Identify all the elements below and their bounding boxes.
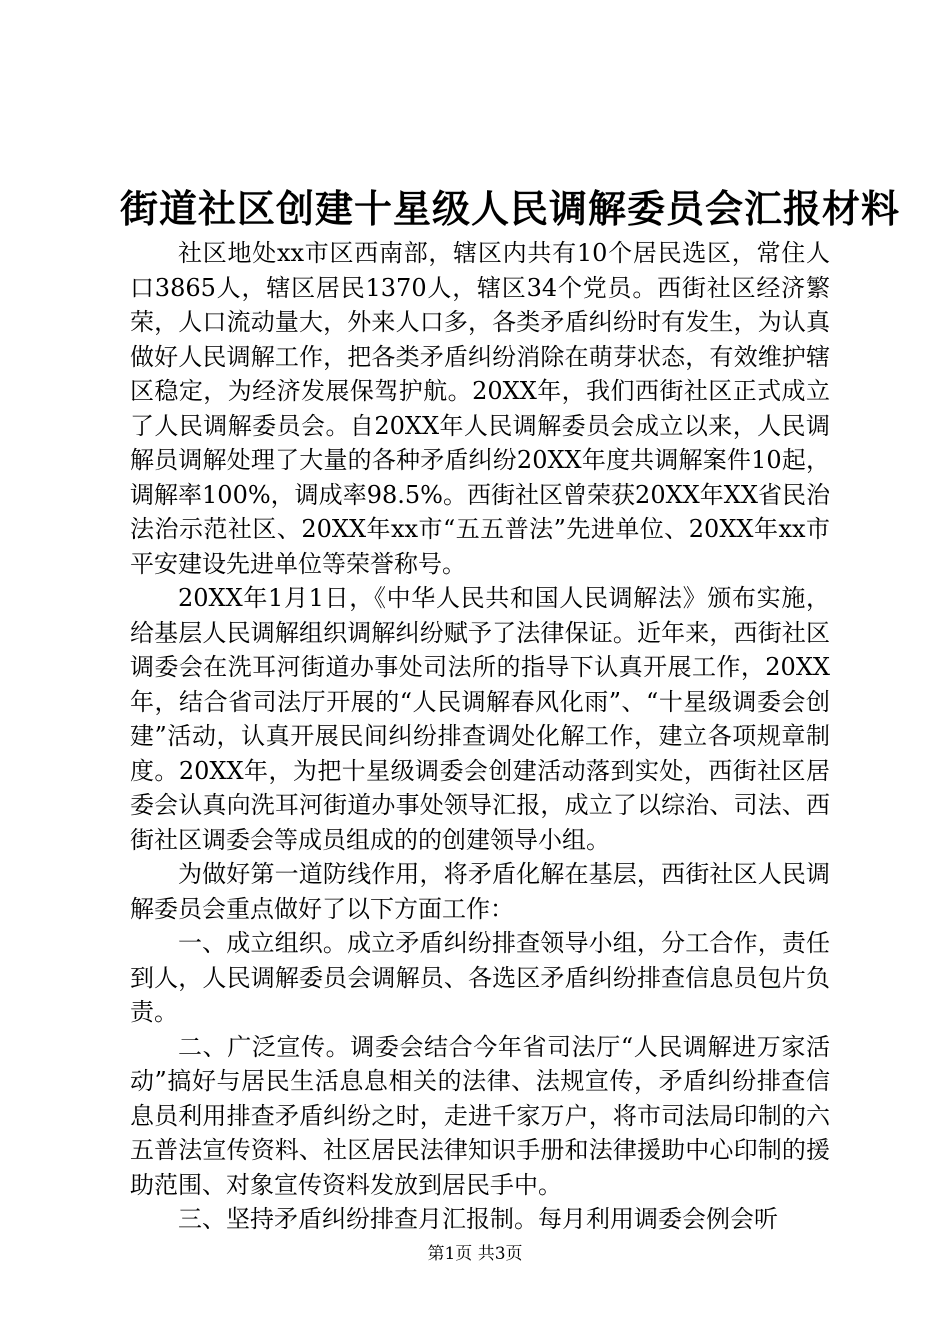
paragraph-overview: 社区地处xx市区西南部，辖区内共有10个居民选区，常住人口3865人，辖区居民1370人，辖区34个党员。西街社区经济繁荣，人口流动量大，外来人口多，各类矛盾纠纷时有发生，为认真做好人民调解工作，把各类矛盾纠纷消除在萌芽状态，有效维护辖区稳定，为经济发展保驾护航。20XX年，我们西街社区正式成立了人民调解委员会。自20XX年人民调解委员会成立以来，人民调解员调解处理了大量的各种矛盾纠纷20XX年度共调解案件10起，调解率100%，调成率98.5%。西街社区曾荣获20XX年XX省民治法治示范社区、20XX年xx市“五五普法”先进单位、20XX年xx市平安建设先进单位等荣誉称号。 xyxy=(130,239,830,578)
paragraph-monthly-report: 三、坚持矛盾纠纷排查月汇报制。每月利用调委会例会听 xyxy=(178,1205,778,1233)
page-number-footer: 第1页 共3页 xyxy=(427,1244,523,1264)
document-body xyxy=(130,236,830,1237)
paragraph-organization: 一、成立组织。成立矛盾纠纷排查领导小组，分工合作，责任到人，人民调解委员会调解员、各选区矛盾纠纷排查信息员包片负责。 xyxy=(130,929,830,1026)
paragraph-work-intro: 为做好第一道防线作用，将矛盾化解在基层，西街社区人民调解委员会重点做好了以下方面工作： xyxy=(130,860,830,923)
paragraph-mediation-law: 20XX年1月1日，《中华人民共和国人民调解法》颁布实施，给基层人民调解组织调解纠纷赋予了法律保证。近年来，西街社区调委会在洗耳河街道办事处司法所的指导下认真开展工作，20XX年，结合省司法厅开展的“人民调解春风化雨”、“十星级调委会创建”活动，认真开展民间纠纷排查调处化解工作，建立各项规章制度。20XX年，为把十星级调委会创建活动落到实处，西街社区居委会认真向洗耳河街道办事处领导汇报，成立了以综治、司法、西街社区调委会等成员组成的的创建领导小组。 xyxy=(130,584,830,854)
paragraph-publicity: 二、广泛宣传。调委会结合今年省司法厅“人民调解进万家活动”搞好与居民生活息息相关的法律、法规宣传，矛盾纠纷排查信息员利用排查矛盾纠纷之时，走进千家万户，将市司法局印制的六五普法宣传资料、社区居民法律知识手册和法律援助中心印制的援助范围、对象宣传资料发放到居民手中。 xyxy=(130,1032,830,1199)
document-title: 街道社区创建十星级人民调解委员会汇报材料 xyxy=(120,186,901,231)
